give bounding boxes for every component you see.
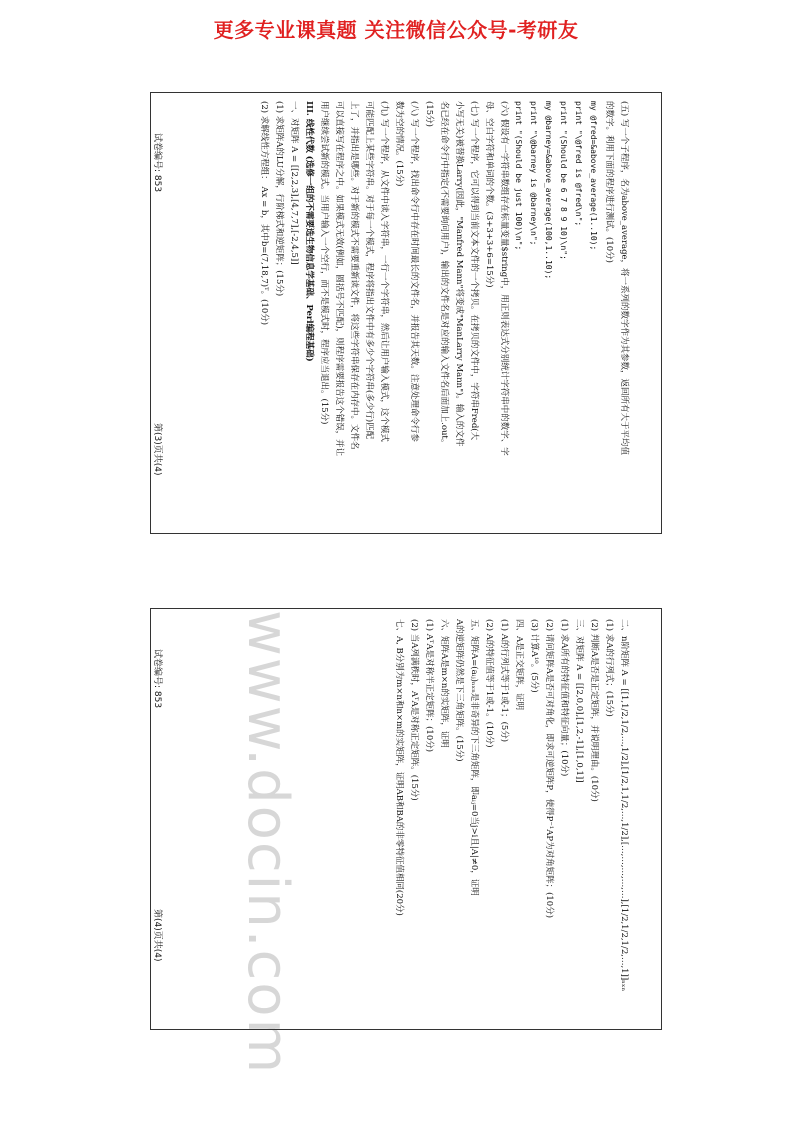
question-line: 可以直接写在程序之中。如果模式无效(例如，圆括号不匹配)，则程序需要报告这个错误，并让 [334,101,344,457]
exam-code-value: 853 [152,690,162,709]
banner-text: 更多专业课真题 关注微信公众号-考研友 [213,18,579,42]
question-line: (1) 求A所有的特征值和特征向量；(10分) [559,619,569,777]
question-line: print "(Should be 6 7 8 9 10)\n"; [559,101,568,260]
question-line: (1) AᵀA是对称半正定矩阵；(10分) [424,619,434,753]
question-line: 四、A是正交矩阵，证明 [514,619,524,711]
question-line: (2) 判断A是否是正定矩阵，并说明理由。(10分) [589,619,599,802]
question-line: 上了，并指出是哪些。对于新的模式不需要重新读文件，将这些字符串保存在内存中。文件名 [349,101,359,450]
question-line: (1) 求矩阵A的LU分解，行阶梯式和逆矩阵；(15分) [274,101,284,297]
question-line: 名已经在命令行中指定(不需要询问用户)，输出的文件名是对应的输入文件名后面加上.out。 [439,101,449,448]
question-line: my @fred=&above_average(1..10); [589,101,598,251]
question-line: 七、A, B分别为m×n和n×m的实矩阵，证明AB和BA的非零特征值相同(20分) [394,619,404,916]
question-line: III. 线性代数 (选修一组的不需要选生物信息学基础、Perl编程基础) [304,101,314,362]
question-line: 小写无关)被替换Larry(因此，"Manfred Mann"将变成"ManLarry Mann")。输入的文件 [454,101,464,447]
question-line: 可能匹配上某些字符串。对于每一个模式，程序将指出文件中有多少个字符串(多少行)匹配 [364,101,374,440]
question-line: my @barney=&above_average(100,1..10); [544,101,553,280]
question-line: (八) 写一个程序，找出命令行中存在时间最长的文件名，并报告其天数。注意处理命令行参 [409,101,419,442]
question-line: (2) A的特征值等于1或-1。(10分) [484,619,494,748]
question-line: print "\@fred is @fred\n"; [574,101,583,227]
question-line: (2) 请问矩阵A是否可对角化，即求可逆矩阵P，使得P⁻¹AP为对角矩阵；(10分) [544,619,554,919]
question-line: 二、n阶矩阵 A = [[1,1/2,1/2,…,1/2],[1/2,1,1/2,…,1/2],[…,…,…,…,…],[1/2,1/2,1/2,…,1]]ₙₓₙ [619,619,629,992]
question-line: 数为空的情况。(15分) [394,101,404,187]
question-line: (3) 计算A¹⁰。(5分) [529,619,539,693]
question-line: (九) 写一个程序，从文件中读入字符串，一行一个字符串，然后让用户输入模式，这个模式 [379,101,389,442]
question-line: (1) 求A的行列式；(15分) [604,619,614,717]
question-line: (1) A的行列式等于1或-1；(5分) [499,619,509,743]
watermark: www.docin.com [235,610,300,1076]
exam-code-value: 853 [152,174,162,193]
question-line: 用户继续尝试新的模式。当用户输入一个空行，而不是模式时，程序应当退出。(15分) [319,101,329,425]
exam-page-4 [150,608,662,1030]
page-4-exam-code [152,649,165,708]
exam-code-label: 试卷编号: [152,133,162,173]
exam-code-label: 试卷编号: [152,649,162,689]
question-line: (2) 当A列满秩时，AᵀA是对称正定矩阵。(15分) [409,619,419,801]
page-4-footer: 第(4)页共(4) [152,909,162,962]
question-line: 三、对矩阵 A = [[2,0,0],[1,2,-1],[1,0,1]] [574,619,584,783]
question-line: (2) 求解线性方程组： Ax = b，其中b=(7,18,7)ᵀ。(10分) [259,101,269,326]
page-3-footer: 第(3)页共(4) [152,423,162,476]
page-3-exam-code [152,133,165,192]
question-line: (15分) [424,101,434,127]
page-4-content [391,619,631,1019]
question-line: 一、对矩阵 A = [[2,2,3],[4,7,7],[-2,4,5]] [289,101,299,265]
page-3-content [256,101,631,521]
question-line: print "\@barney is @barney\n"; [529,101,538,246]
question-line: (七) 写一个程序，它可以得到当前文本文件的一个拷贝。在拷贝的文件中，字符串Fred(大 [469,101,479,441]
question-line: 六、矩阵A是m×n的实矩阵，证明 [439,619,449,748]
question-line: (六) 假设有一字符串数组存在标量变量$string中，用正则表达式分别统计字符串中的数字、字 [499,101,509,456]
question-line: A的逆矩阵仍然是下三角矩阵。(15分) [454,619,464,762]
question-line: 母、空白字符和单词的个数。(3+3+3+6=15分) [484,101,494,288]
exam-page-3 [150,92,662,534]
question-line: 的数字。利用下面的程序进行测试。(10分) [604,101,614,263]
question-line: 五、矩阵A=(aᵢⱼ)ₙₓₙ是非奇异的下三角矩阵，即aᵢⱼ=0当j>i且|A|≠0，证明 [469,619,479,896]
question-line: print "(Should be just 100)\n"; [514,101,523,251]
question-line: (五) 写一个子程序，名为above_average，将一系列的数字作为其参数，返回所有大于平均值 [619,101,629,456]
